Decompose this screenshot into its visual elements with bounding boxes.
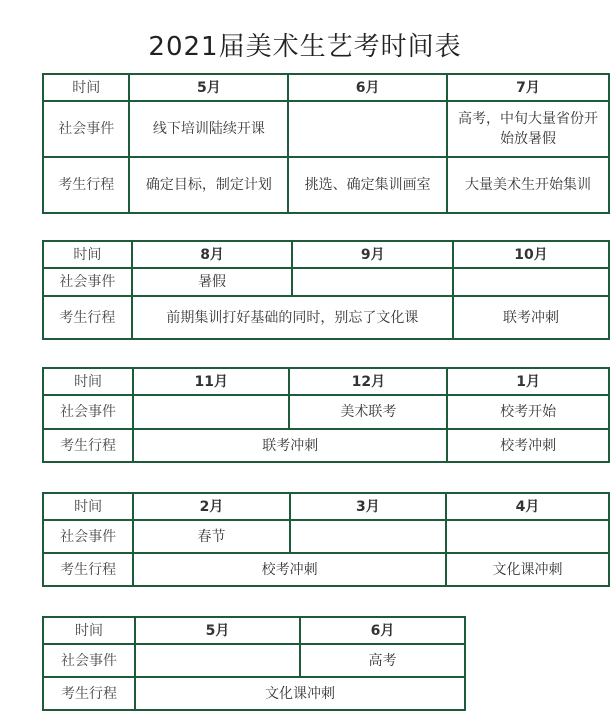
- page-title: 2021届美术生艺考时间表: [148, 32, 462, 62]
- schedule-row: [43, 157, 609, 213]
- schedule-row: [43, 553, 609, 586]
- events-row: [43, 644, 465, 677]
- schedule-table-5: [42, 616, 466, 711]
- events-label: 社会事件: [43, 395, 133, 429]
- time-row: [43, 368, 609, 395]
- month-header: 1月: [447, 368, 609, 395]
- event-cell: 线下培训陆续开课: [129, 101, 288, 157]
- month-header: 5月: [135, 617, 300, 644]
- event-cell: 暑假: [132, 268, 293, 296]
- schedule-table-2: [42, 240, 610, 340]
- schedule-label: 考生行程: [43, 296, 132, 339]
- event-cell: 高考，中旬大量省份开始放暑假: [447, 101, 609, 157]
- event-cell: [446, 520, 609, 553]
- time-row: [43, 493, 609, 520]
- month-header: 8月: [132, 241, 293, 268]
- events-label: 社会事件: [43, 520, 133, 553]
- month-header: 5月: [129, 74, 288, 101]
- event-cell: [288, 101, 447, 157]
- schedule-table-3: [42, 367, 610, 463]
- events-label: 社会事件: [43, 644, 135, 677]
- schedule-cell: 文化课冲刺: [135, 677, 465, 710]
- schedule-label: 考生行程: [43, 429, 133, 462]
- events-row: [43, 520, 609, 553]
- schedule-label: 考生行程: [43, 553, 133, 586]
- schedule-cell: 校考冲刺: [133, 553, 446, 586]
- schedule-cell: 联考冲刺: [453, 296, 609, 339]
- event-cell: 美术联考: [289, 395, 447, 429]
- schedule-row: [43, 296, 609, 339]
- time-label: 时间: [43, 241, 132, 268]
- events-label: 社会事件: [43, 101, 129, 157]
- schedule-cell: 校考冲刺: [447, 429, 609, 462]
- time-row: [43, 617, 465, 644]
- schedule-label: 考生行程: [43, 157, 129, 213]
- month-header: 6月: [288, 74, 447, 101]
- month-header: 10月: [453, 241, 609, 268]
- events-label: 社会事件: [43, 268, 132, 296]
- schedule-row: [43, 677, 465, 710]
- month-header: 3月: [290, 493, 446, 520]
- month-header: 2月: [133, 493, 289, 520]
- event-cell: 高考: [300, 644, 465, 677]
- schedule-cell: 前期集训打好基础的同时，别忘了文化课: [132, 296, 453, 339]
- events-row: [43, 268, 609, 296]
- schedule-cell: 文化课冲刺: [446, 553, 609, 586]
- time-row: [43, 74, 609, 101]
- event-cell: 校考开始: [447, 395, 609, 429]
- event-cell: [292, 268, 453, 296]
- events-row: [43, 101, 609, 157]
- time-row: [43, 241, 609, 268]
- time-label: 时间: [43, 617, 135, 644]
- schedule-cell: 大量美术生开始集训: [447, 157, 609, 213]
- month-header: 6月: [300, 617, 465, 644]
- event-cell: [133, 395, 289, 429]
- schedule-label: 考生行程: [43, 677, 135, 710]
- month-header: 4月: [446, 493, 609, 520]
- month-header: 7月: [447, 74, 609, 101]
- event-cell: [135, 644, 300, 677]
- schedule-cell: 确定目标，制定计划: [129, 157, 288, 213]
- month-header: 11月: [133, 368, 289, 395]
- schedule-cell: 联考冲刺: [133, 429, 447, 462]
- month-header: 12月: [289, 368, 447, 395]
- event-cell: [290, 520, 446, 553]
- month-header: 9月: [292, 241, 453, 268]
- time-label: 时间: [43, 368, 133, 395]
- schedule-table-1: [42, 73, 610, 214]
- schedule-row: [43, 429, 609, 462]
- event-cell: [453, 268, 609, 296]
- events-row: [43, 395, 609, 429]
- time-label: 时间: [43, 493, 133, 520]
- schedule-cell: 挑选、确定集训画室: [288, 157, 447, 213]
- time-label: 时间: [43, 74, 129, 101]
- schedule-table-4: [42, 492, 610, 587]
- event-cell: 春节: [133, 520, 289, 553]
